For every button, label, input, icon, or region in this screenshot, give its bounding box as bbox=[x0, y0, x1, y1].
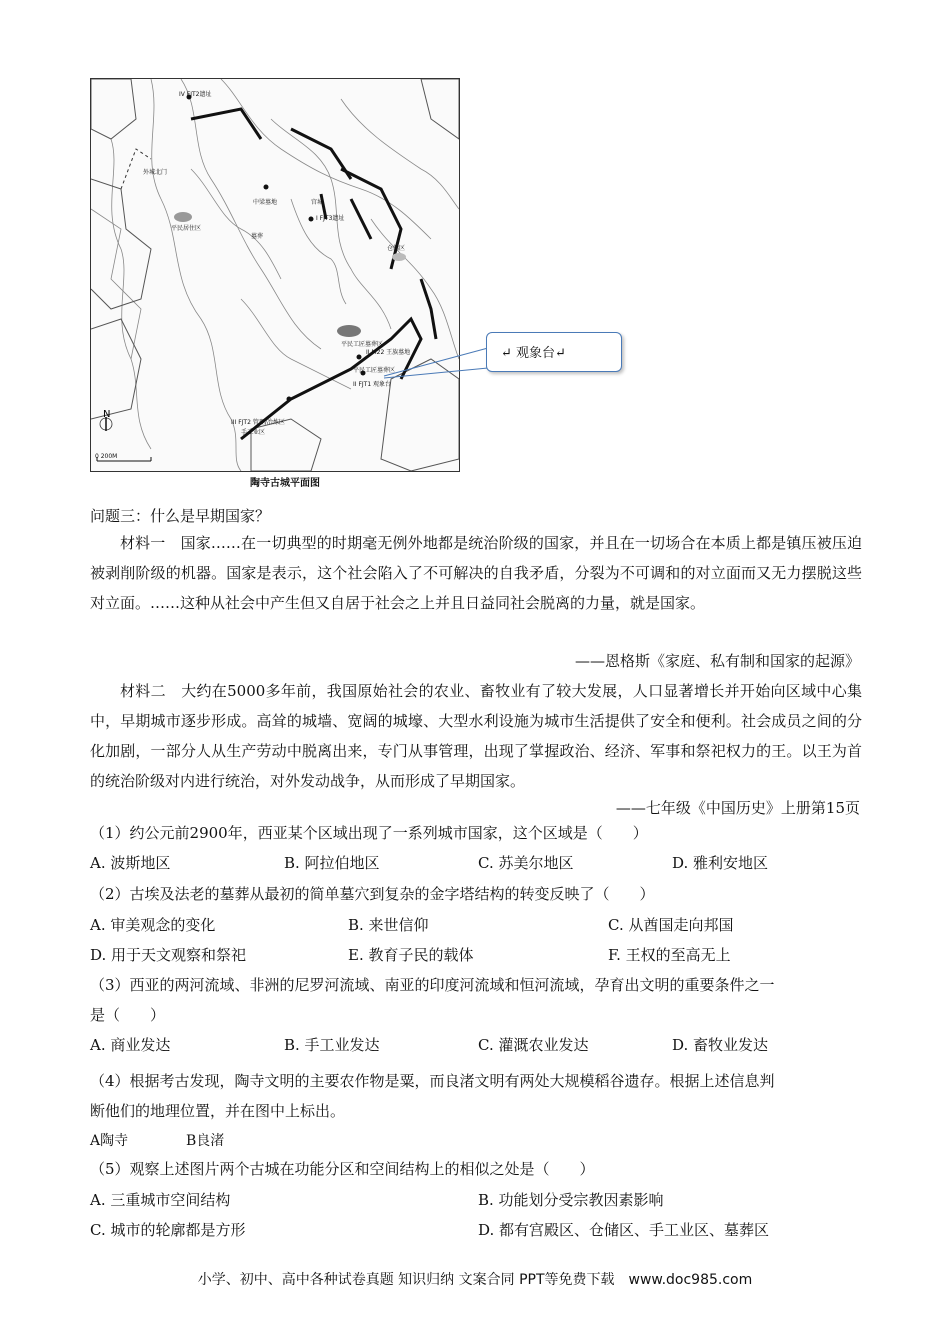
map-label: 平民工匠墓葬区 bbox=[353, 367, 396, 374]
q2-option-a: A. 审美观念的变化 bbox=[90, 916, 216, 934]
page-footer: 小学、初中、高中各种试卷真题 知识归纳 文案合同 PPT等免费下载 www.doc985.com bbox=[197, 1272, 753, 1288]
q3-stem-line2: 是（ ） bbox=[90, 1006, 166, 1024]
q2-option-f: F. 王权的至高无上 bbox=[608, 946, 731, 964]
material-two-text: 材料二 大约在5000多年前，我国原始社会的农业、畜牧业有了较大发展，人口显著增长并开始向区域中心集中，早期城市逐步形成。高耸的城墙、宽阔的城壕、大型水利设施为城市生活提供了安全和便利。社会成员之间的分化加剧，一部分人从生产劳动中脱离出来，专门从事管理，出现了掌握政治、经济、军事和祭祀权力的王。以王为首的统治阶级对内进行统治，对外发动战争，从而形成了早期国家。 bbox=[90, 682, 862, 790]
map-label: IV FJT2遗址 bbox=[179, 91, 212, 98]
q3-option-b: B. 手工业发达 bbox=[284, 1036, 380, 1054]
map-label: 外城北门 bbox=[143, 169, 168, 176]
q1-option-d: D. 雅利安地区 bbox=[672, 854, 769, 872]
material-one-text: 材料一 国家……在一切典型的时期毫无例外地都是统治阶级的国家，并且在一切场合在本质上都是镇压被压迫被剥削阶级的机器。国家是表示，这个社会陷入了不可解决的自我矛盾，分裂为不可调和的对立面而又无力摆脱这些对立面。……这种从社会中产生但又自居于社会之上并且日益同社会脱离的力量，就是国家。 bbox=[90, 534, 862, 612]
q1-option-c: C. 苏美尔地区 bbox=[478, 854, 574, 872]
q3-stem-line1: （3）西亚的两河流域、非洲的尼罗河流域、南亚的印度河流域和恒河流域，孕育出文明的重要条件之一 bbox=[90, 976, 775, 994]
map-label: I FJT3遗址 bbox=[316, 215, 345, 222]
observatory-callout bbox=[486, 332, 622, 372]
q4-stem-line2: 断他们的地理位置，并在图中上标出。 bbox=[90, 1102, 346, 1120]
north-label: N bbox=[103, 409, 111, 420]
q1-option-a: A. 波斯地区 bbox=[90, 854, 171, 872]
map-label: III FJT2 管理/冶炼区 bbox=[231, 419, 285, 426]
q1-option-b: B. 阿拉伯地区 bbox=[284, 854, 380, 872]
q3-option-a: A. 商业发达 bbox=[90, 1036, 171, 1054]
q5-option-b: B. 功能划分受宗教因素影响 bbox=[478, 1191, 664, 1209]
callout-leader bbox=[380, 340, 500, 390]
q5-option-d: D. 都有宫殿区、仓储区、手工业区、墓葬区 bbox=[478, 1221, 770, 1239]
map-label: 宫城 bbox=[311, 199, 324, 206]
q4-label-b: B良渚 bbox=[186, 1133, 225, 1149]
question-title: 问题三：什么是早期国家？ bbox=[90, 507, 271, 525]
q3-option-d: D. 畜牧业发达 bbox=[672, 1036, 769, 1054]
q2-option-d: D. 用于天文观察和祭祀 bbox=[90, 946, 247, 964]
callout-text: ↵ 观象台↵ bbox=[501, 346, 566, 361]
q2-option-e: E. 教育子民的载体 bbox=[348, 946, 474, 964]
material-one-source: ——恩格斯《家庭、私有制和国家的起源》 bbox=[574, 652, 860, 670]
q5-option-a: A. 三重城市空间结构 bbox=[90, 1191, 231, 1209]
map-drawing bbox=[91, 79, 459, 471]
material-two-source: ——七年级《中国历史》上册第15页 bbox=[615, 799, 860, 817]
q1-stem: （1）约公元前2900年，西亚某个区域出现了一系列城市国家，这个区域是（ ） bbox=[90, 824, 648, 842]
map-label: 中梁墓地 bbox=[253, 199, 278, 206]
q4-label-a: A陶寺 bbox=[90, 1133, 129, 1149]
map-label: II FJT1 观象台 bbox=[353, 381, 392, 388]
q2-stem: （2）古埃及法老的墓葬从最初的简单墓穴到复杂的金字塔结构的转变反映了（ ） bbox=[90, 885, 655, 903]
q5-stem: （5）观察上述图片两个古城在功能分区和空间结构上的相似之处是（ ） bbox=[90, 1160, 595, 1178]
map-label: 墓葬 bbox=[251, 233, 264, 240]
map-label: II M22 王族墓地 bbox=[366, 349, 411, 356]
q2-option-b: B. 来世信仰 bbox=[348, 916, 429, 934]
q4-stem-line1: （4）根据考古发现，陶寺文明的主要农作物是粟，而良渚文明有两处大规模稻谷遗存。根据上述信息判 bbox=[90, 1072, 775, 1090]
scale-label: 0 200M bbox=[95, 453, 118, 460]
map-figure bbox=[90, 78, 460, 472]
map-label: 仓储区 bbox=[387, 245, 406, 252]
map-label: 平民居住区 bbox=[171, 225, 202, 232]
map-label: 手工业区 bbox=[241, 429, 266, 436]
q5-option-c: C. 城市的轮廓都是方形 bbox=[90, 1221, 246, 1239]
map-label: 平民工匠墓葬区 bbox=[341, 341, 384, 348]
q2-option-c: C. 从酋国走向邦国 bbox=[608, 916, 734, 934]
map-caption: 陶寺古城平面图 bbox=[250, 478, 320, 489]
q3-option-c: C. 灌溉农业发达 bbox=[478, 1036, 589, 1054]
